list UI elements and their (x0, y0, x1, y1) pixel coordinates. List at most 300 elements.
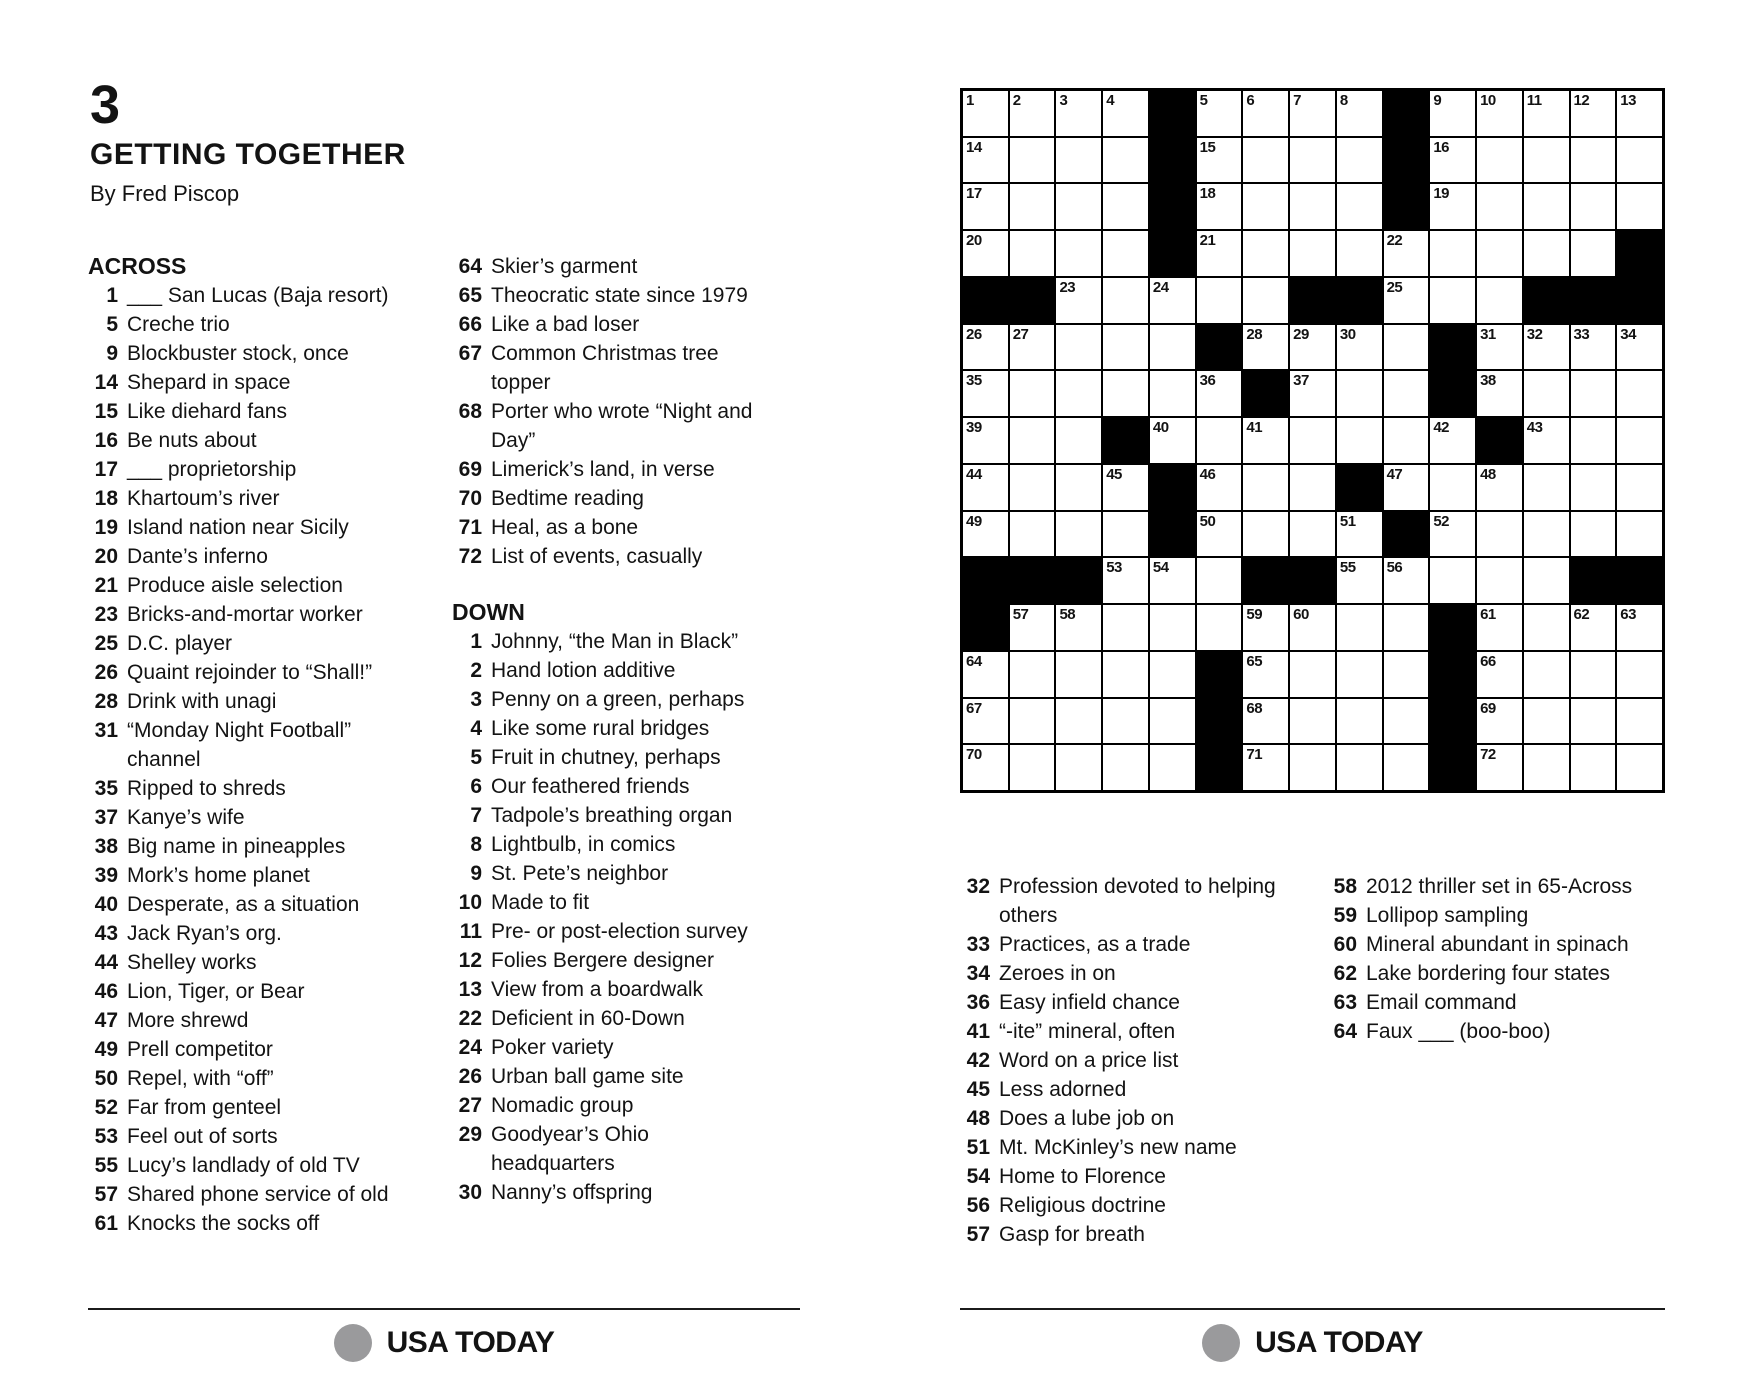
clue-text: Khartoum’s river (127, 487, 280, 510)
grid-cell-black (1197, 745, 1242, 790)
grid-cell-black (1103, 418, 1148, 463)
grid-cell[interactable] (1103, 699, 1148, 744)
grid-cell[interactable] (1337, 652, 1382, 697)
grid-cell[interactable] (1571, 418, 1616, 463)
grid-cell-black (1197, 699, 1242, 744)
grid-cell[interactable] (1056, 278, 1101, 323)
grid-cell[interactable] (1337, 184, 1382, 229)
grid-cell[interactable] (963, 418, 1008, 463)
clue-number: 56 (966, 1194, 990, 1217)
grid-cell[interactable] (1430, 184, 1475, 229)
grid-cell[interactable] (1290, 138, 1335, 183)
clue-number: 67 (458, 342, 482, 365)
grid-cell[interactable] (1197, 512, 1242, 557)
clue-number: 40 (94, 893, 118, 916)
grid-cell[interactable] (1103, 278, 1148, 323)
grid-cell[interactable] (1197, 465, 1242, 510)
clue-text: Made to fit (491, 891, 590, 914)
grid-cell[interactable] (1290, 465, 1335, 510)
clue-item (88, 948, 412, 977)
grid-cell[interactable] (1010, 512, 1055, 557)
grid-cell[interactable] (1384, 465, 1429, 510)
grid-cell[interactable] (1524, 184, 1569, 229)
grid-cell[interactable] (1103, 652, 1148, 697)
grid-cell[interactable] (1337, 138, 1382, 183)
grid-cell[interactable] (1243, 184, 1288, 229)
grid-cell[interactable] (1571, 605, 1616, 650)
clue-number: 24 (458, 1036, 482, 1059)
clue-number: 65 (458, 284, 482, 307)
grid-cell[interactable] (963, 512, 1008, 557)
grid-cell[interactable] (1477, 231, 1522, 276)
grid-cell-number: 1 (966, 92, 974, 109)
grid-cell[interactable] (1103, 745, 1148, 790)
clue-number: 57 (966, 1223, 990, 1246)
grid-cell[interactable] (1103, 465, 1148, 510)
grid-cell[interactable] (1477, 371, 1522, 416)
grid-cell[interactable] (1430, 278, 1475, 323)
grid-cell[interactable] (1524, 512, 1569, 557)
grid-cell[interactable] (1477, 91, 1522, 136)
grid-cell[interactable] (1103, 325, 1148, 370)
grid-cell[interactable] (1617, 325, 1662, 370)
grid-cell[interactable] (1571, 91, 1616, 136)
grid-cell-number: 8 (1339, 92, 1348, 109)
grid-cell-number: 72 (1480, 746, 1496, 764)
grid-cell[interactable] (1290, 91, 1335, 136)
clue-text: List of events, casually (491, 545, 703, 568)
clue-text: Shelley works (127, 951, 257, 974)
grid-cell[interactable] (1430, 91, 1475, 136)
grid-cell-number: 16 (1433, 138, 1450, 156)
grid-cell[interactable] (1243, 138, 1288, 183)
grid-cell[interactable] (1477, 558, 1522, 603)
clue-item (1327, 930, 1687, 959)
grid-cell[interactable] (1337, 745, 1382, 790)
clue-text: Produce aisle selection (127, 574, 343, 597)
clue-number: 60 (1333, 933, 1357, 956)
grid-cell[interactable] (1384, 605, 1429, 650)
grid-cell[interactable] (1477, 652, 1522, 697)
grid-cell[interactable] (1290, 605, 1335, 650)
grid-cell[interactable] (1430, 418, 1475, 463)
grid-cell[interactable] (1150, 558, 1195, 603)
grid-cell[interactable] (1571, 745, 1616, 790)
grid-cell[interactable] (1337, 418, 1382, 463)
grid-cell-number: 60 (1293, 606, 1309, 624)
grid-cell-number: 31 (1480, 325, 1496, 343)
clue-item (452, 656, 776, 685)
grid-cell[interactable] (1571, 652, 1616, 697)
grid-cell[interactable] (963, 325, 1008, 370)
grid-cell[interactable] (1290, 231, 1335, 276)
grid-cell[interactable] (1477, 138, 1522, 183)
grid-cell-number: 7 (1293, 92, 1301, 109)
clue-item (88, 1151, 412, 1180)
grid-cell-black (963, 278, 1008, 323)
grid-cell[interactable] (1056, 465, 1101, 510)
grid-cell[interactable] (1524, 325, 1569, 370)
grid-cell[interactable] (1477, 325, 1522, 370)
grid-cell-number: 49 (966, 512, 982, 530)
grid-cell[interactable] (1010, 371, 1055, 416)
grid-cell[interactable] (1010, 231, 1055, 276)
grid-cell-number: 57 (1012, 606, 1029, 624)
grid-cell-number: 15 (1199, 138, 1216, 156)
clue-item (88, 861, 412, 890)
clue-number: 8 (470, 833, 482, 856)
grid-cell[interactable] (963, 184, 1008, 229)
grid-cell[interactable] (1524, 465, 1569, 510)
grid-cell[interactable] (1617, 605, 1662, 650)
grid-cell[interactable] (1197, 418, 1242, 463)
grid-cell-number: 6 (1246, 92, 1255, 109)
grid-cell-number: 13 (1620, 92, 1636, 109)
grid-cell-number: 71 (1246, 746, 1263, 764)
grid-cell[interactable] (1571, 371, 1616, 416)
grid-cell[interactable] (1477, 699, 1522, 744)
grid-cell[interactable] (1384, 278, 1429, 323)
grid-cell-black (1150, 91, 1195, 136)
grid-cell[interactable] (1430, 231, 1475, 276)
clue-text: Zeroes in on (999, 962, 1116, 985)
grid-cell-number: 28 (1246, 325, 1263, 343)
grid-cell[interactable] (1477, 605, 1522, 650)
grid-cell[interactable] (1290, 652, 1335, 697)
clue-text: Like a bad loser (491, 313, 640, 336)
grid-cell[interactable] (1103, 371, 1148, 416)
grid-cell[interactable] (1243, 652, 1288, 697)
grid-cell[interactable] (1384, 652, 1429, 697)
grid-cell[interactable] (1384, 745, 1429, 790)
grid-cell[interactable] (1243, 465, 1288, 510)
grid-cell[interactable] (1524, 231, 1569, 276)
grid-cell[interactable] (1617, 138, 1662, 183)
clue-text: Mineral abundant in spinach (1366, 933, 1629, 956)
grid-cell[interactable] (1524, 558, 1569, 603)
clue-text: Bedtime reading (491, 487, 644, 510)
clue-number: 28 (94, 690, 118, 713)
clue-text: Does a lube job on (999, 1107, 1175, 1130)
clue-number: 52 (94, 1096, 118, 1119)
clue-text: ___ proprietorship (127, 458, 297, 481)
footer-left (88, 1308, 800, 1362)
grid-cell-number: 5 (1199, 92, 1208, 109)
grid-cell[interactable] (1571, 325, 1616, 370)
grid-cell[interactable] (1103, 231, 1148, 276)
clue-number: 31 (94, 719, 118, 742)
clue-item (88, 542, 412, 571)
grid-cell[interactable] (963, 231, 1008, 276)
grid-cell[interactable] (1197, 371, 1242, 416)
grid-cell[interactable] (1290, 418, 1335, 463)
clue-number: 38 (94, 835, 118, 858)
grid-cell[interactable] (963, 91, 1008, 136)
grid-cell[interactable] (1477, 512, 1522, 557)
grid-cell[interactable] (1010, 745, 1055, 790)
clue-text: Tadpole’s breathing organ (491, 804, 733, 827)
clue-number: 69 (458, 458, 482, 481)
grid-cell[interactable] (963, 652, 1008, 697)
clue-item (452, 310, 776, 339)
grid-cell[interactable] (1384, 418, 1429, 463)
grid-cell[interactable] (1290, 184, 1335, 229)
grid-cell[interactable] (1477, 278, 1522, 323)
puzzle-number: 3 (90, 75, 121, 135)
clue-item (960, 930, 1309, 959)
grid-cell[interactable] (1524, 138, 1569, 183)
clue-item (452, 830, 776, 859)
clue-number: 21 (94, 574, 118, 597)
grid-cell[interactable] (1243, 325, 1288, 370)
grid-cell[interactable] (963, 745, 1008, 790)
grid-cell[interactable] (1617, 745, 1662, 790)
clue-number: 51 (966, 1136, 990, 1159)
grid-cell[interactable] (963, 465, 1008, 510)
clue-number: 68 (458, 400, 482, 423)
clue-item (452, 743, 776, 772)
clue-text: Lion, Tiger, or Bear (127, 980, 305, 1003)
grid-cell[interactable] (1243, 605, 1288, 650)
grid-cell[interactable] (1197, 138, 1242, 183)
grid-cell[interactable] (1243, 418, 1288, 463)
grid-cell[interactable] (1337, 699, 1382, 744)
grid-cell[interactable] (1010, 699, 1055, 744)
grid-cell[interactable] (1524, 371, 1569, 416)
grid-cell[interactable] (1103, 512, 1148, 557)
clue-item (88, 397, 412, 426)
grid-cell-number: 18 (1199, 185, 1216, 203)
clue-number: 9 (470, 862, 482, 885)
grid-cell[interactable] (1337, 371, 1382, 416)
clue-number: 44 (94, 951, 118, 974)
grid-cell-black (1430, 745, 1475, 790)
grid-cell[interactable] (1010, 184, 1055, 229)
grid-cell[interactable] (1430, 512, 1475, 557)
grid-cell[interactable] (1010, 465, 1055, 510)
grid-cell[interactable] (1524, 91, 1569, 136)
clue-text: Lucy’s landlady of old TV (127, 1154, 360, 1177)
grid-cell[interactable] (1571, 512, 1616, 557)
grid-cell[interactable] (1103, 558, 1148, 603)
grid-cell-number: 9 (1433, 92, 1442, 109)
clue-item (88, 977, 412, 1006)
grid-cell-number: 23 (1059, 278, 1076, 296)
grid-cell[interactable] (1617, 91, 1662, 136)
grid-cell[interactable] (1571, 184, 1616, 229)
grid-cell[interactable] (1243, 699, 1288, 744)
grid-cell[interactable] (1010, 138, 1055, 183)
grid-cell[interactable] (1197, 605, 1242, 650)
grid-cell[interactable] (1337, 231, 1382, 276)
grid-cell[interactable] (1384, 325, 1429, 370)
clue-text: Desperate, as a situation (127, 893, 360, 916)
clue-item (452, 513, 776, 542)
grid-cell[interactable] (1150, 652, 1195, 697)
clue-text: Dante’s inferno (127, 545, 268, 568)
grid-cell-black (1617, 231, 1662, 276)
grid-cell-number: 14 (966, 138, 982, 156)
grid-cell[interactable] (1010, 418, 1055, 463)
grid-cell[interactable] (1337, 558, 1382, 603)
grid-cell[interactable] (1056, 138, 1101, 183)
clue-text: Skier’s garment (491, 255, 638, 278)
clue-text: Theocratic state since 1979 (491, 284, 748, 307)
grid-cell[interactable] (1617, 699, 1662, 744)
clue-item (88, 1006, 412, 1035)
grid-cell[interactable] (1103, 184, 1148, 229)
grid-cell[interactable] (1337, 325, 1382, 370)
grid-cell-number: 22 (1386, 232, 1403, 250)
grid-cell[interactable] (1197, 231, 1242, 276)
clue-text: ___ San Lucas (Baja resort) (127, 284, 389, 307)
grid-cell[interactable] (1290, 371, 1335, 416)
grid-cell[interactable] (1243, 745, 1288, 790)
clue-text: Lollipop sampling (1366, 904, 1529, 927)
clue-item (452, 281, 776, 310)
grid-cell[interactable] (1150, 278, 1195, 323)
grid-cell[interactable] (1056, 652, 1101, 697)
grid-cell[interactable] (1197, 184, 1242, 229)
grid-cell[interactable] (1056, 605, 1101, 650)
grid-cell[interactable] (1056, 184, 1101, 229)
clue-item (88, 890, 412, 919)
clue-number: 2 (470, 659, 482, 682)
grid-cell[interactable] (1243, 91, 1288, 136)
grid-cell[interactable] (1010, 91, 1055, 136)
clue-text: Be nuts about (127, 429, 257, 452)
grid-cell[interactable] (1477, 465, 1522, 510)
grid-cell[interactable] (1056, 512, 1101, 557)
clue-text: Mork’s home planet (127, 864, 310, 887)
grid-cell[interactable] (1150, 418, 1195, 463)
grid-cell[interactable] (1056, 699, 1101, 744)
grid-cell[interactable] (1524, 745, 1569, 790)
clue-number: 19 (94, 516, 118, 539)
grid-cell[interactable] (1617, 465, 1662, 510)
grid-cell[interactable] (1524, 699, 1569, 744)
grid-cell-number: 48 (1480, 465, 1496, 483)
grid-cell[interactable] (1430, 558, 1475, 603)
clue-number: 55 (94, 1154, 118, 1177)
grid-cell[interactable] (1103, 138, 1148, 183)
grid-cell[interactable] (1243, 231, 1288, 276)
grid-cell-black (1617, 278, 1662, 323)
clue-item (88, 1035, 412, 1064)
grid-cell-black (1430, 699, 1475, 744)
clue-item (88, 1180, 412, 1209)
grid-cell[interactable] (1384, 699, 1429, 744)
grid-cell[interactable] (1384, 371, 1429, 416)
grid-cell[interactable] (1010, 605, 1055, 650)
clue-number: 39 (94, 864, 118, 887)
grid-cell[interactable] (1477, 745, 1522, 790)
grid-cell[interactable] (1617, 512, 1662, 557)
grid-cell[interactable] (1056, 371, 1101, 416)
grid-cell[interactable] (1150, 325, 1195, 370)
grid-cell[interactable] (1243, 278, 1288, 323)
grid-cell[interactable] (1617, 184, 1662, 229)
grid-cell[interactable] (1571, 138, 1616, 183)
clue-text: 2012 thriller set in 65-Across (1366, 875, 1633, 898)
grid-cell[interactable] (963, 699, 1008, 744)
grid-cell[interactable] (1197, 91, 1242, 136)
grid-cell-number: 30 (1339, 325, 1356, 343)
grid-cell[interactable] (1571, 699, 1616, 744)
clue-text: Deficient in 60-Down (491, 1007, 685, 1030)
grid-cell-black (1337, 465, 1382, 510)
grid-cell[interactable] (1150, 605, 1195, 650)
grid-cell[interactable] (1056, 231, 1101, 276)
grid-cell-number: 64 (966, 652, 982, 670)
grid-cell[interactable] (1197, 558, 1242, 603)
grid-cell[interactable] (1150, 699, 1195, 744)
grid-cell[interactable] (1337, 605, 1382, 650)
grid-cell[interactable] (1290, 699, 1335, 744)
grid-cell[interactable] (1384, 231, 1429, 276)
grid-cell[interactable] (1056, 418, 1101, 463)
grid-cell[interactable] (1150, 745, 1195, 790)
grid-cell[interactable] (1010, 325, 1055, 370)
clue-number: 15 (94, 400, 118, 423)
grid-cell[interactable] (1103, 91, 1148, 136)
clue-number: 66 (458, 313, 482, 336)
grid-cell[interactable] (1056, 745, 1101, 790)
grid-cell[interactable] (1571, 231, 1616, 276)
grid-cell[interactable] (1103, 605, 1148, 650)
grid-cell[interactable] (1056, 325, 1101, 370)
grid-cell-black (1150, 465, 1195, 510)
grid-cell[interactable] (963, 138, 1008, 183)
grid-cell[interactable] (1197, 278, 1242, 323)
grid-cell[interactable] (1056, 91, 1101, 136)
grid-cell-black (1010, 558, 1055, 603)
grid-cell[interactable] (1524, 418, 1569, 463)
grid-cell[interactable] (1290, 512, 1335, 557)
grid-cell[interactable] (963, 371, 1008, 416)
grid-cell[interactable] (1243, 512, 1288, 557)
grid-cell-number: 42 (1433, 419, 1450, 437)
grid-cell[interactable] (1571, 465, 1616, 510)
grid-cell[interactable] (1430, 465, 1475, 510)
grid-cell[interactable] (1617, 418, 1662, 463)
grid-cell[interactable] (1524, 605, 1569, 650)
grid-cell[interactable] (1337, 91, 1382, 136)
clue-item (88, 426, 412, 455)
grid-cell[interactable] (1477, 184, 1522, 229)
grid-cell[interactable] (1617, 371, 1662, 416)
clue-text: Fruit in chutney, perhaps (491, 746, 721, 769)
grid-cell[interactable] (1290, 325, 1335, 370)
clue-number: 17 (94, 458, 118, 481)
grid-cell[interactable] (1430, 138, 1475, 183)
clue-text: Email command (1366, 991, 1517, 1014)
grid-cell-black (1243, 371, 1288, 416)
clue-item (88, 455, 412, 484)
grid-cell[interactable] (1150, 371, 1195, 416)
grid-cell[interactable] (1524, 652, 1569, 697)
grid-cell[interactable] (1384, 558, 1429, 603)
grid-cell[interactable] (1010, 652, 1055, 697)
grid-cell[interactable] (1617, 652, 1662, 697)
grid-cell[interactable] (1337, 512, 1382, 557)
grid-cell-number: 19 (1433, 185, 1450, 203)
grid-cell[interactable] (1290, 745, 1335, 790)
clue-text: “Monday Night Football” channel (127, 719, 352, 771)
clue-item (960, 1075, 1309, 1104)
clue-number: 5 (106, 313, 118, 336)
clue-text: Lake bordering four states (1366, 962, 1610, 985)
